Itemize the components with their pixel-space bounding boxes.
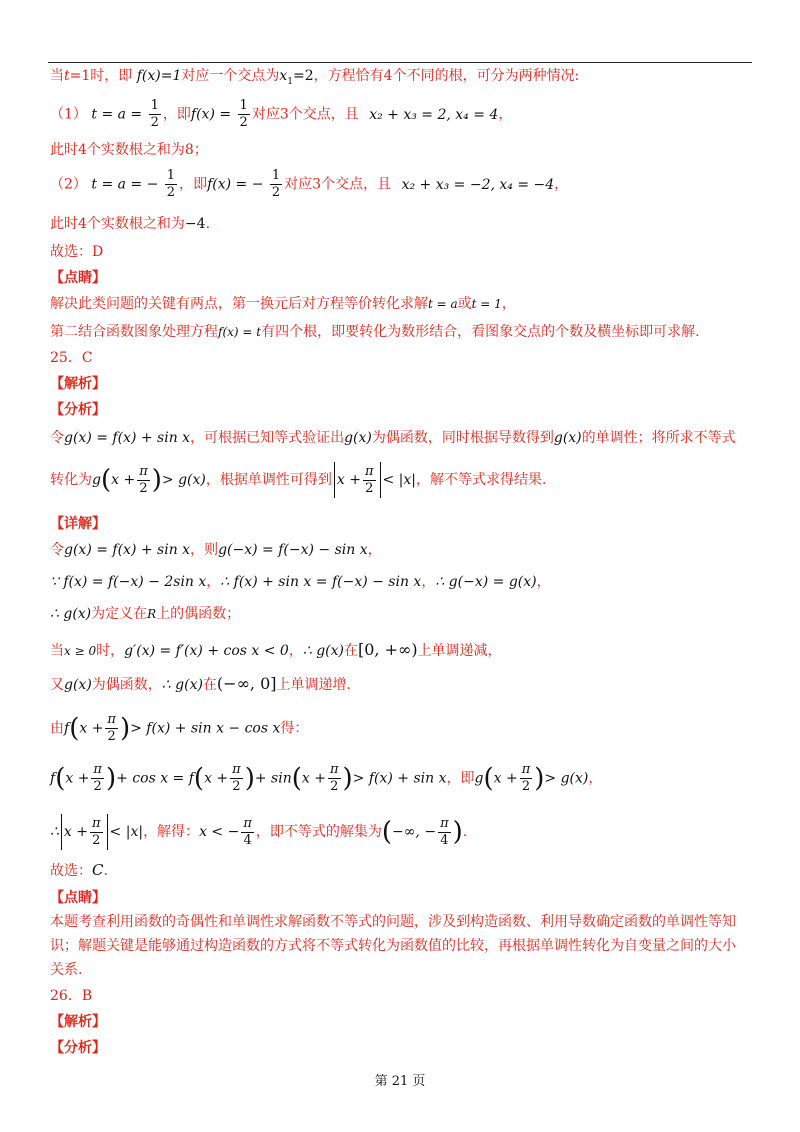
- fraction-num: π: [521, 762, 531, 777]
- text-line-1: [50, 66, 579, 92]
- math-expr: =2: [293, 68, 314, 84]
- text-line-5: [50, 214, 210, 234]
- math-expr: f(x) =: [190, 106, 232, 123]
- math-expr: x +: [65, 770, 90, 787]
- text-span: .: [103, 863, 108, 879]
- text-span: ，: [206, 574, 221, 590]
- text-line-28: 关系.: [50, 962, 83, 978]
- fraction: [90, 816, 103, 849]
- paren: (: [381, 817, 393, 847]
- text-line-23: [50, 814, 467, 850]
- text-span: 对应3个交点，且: [251, 106, 359, 123]
- text-span: （1）: [50, 106, 87, 123]
- paren: (: [69, 713, 80, 744]
- math-expr: x +: [336, 472, 361, 488]
- text-span: 为偶函数，同时根据导数得到: [371, 430, 554, 446]
- text-span: ，: [288, 643, 303, 659]
- text-span: 此时4个实数根之和为: [50, 216, 185, 232]
- math-expr: g: [92, 472, 101, 488]
- text-span: 上单调递减，: [417, 643, 502, 659]
- math-expr: (−∞, 0]: [216, 674, 277, 693]
- fraction-num: π: [93, 762, 102, 777]
- math-expr: t = a = −: [91, 176, 159, 193]
- answer-line: [50, 860, 108, 881]
- math-expr: g: [474, 770, 484, 787]
- fraction-den: 4: [440, 832, 449, 848]
- fraction-num: 1: [239, 98, 248, 113]
- math-expr: x < −: [199, 824, 240, 840]
- text-line-18: [50, 604, 240, 624]
- math-expr: > g(x): [544, 770, 589, 787]
- text-span: ，则: [190, 542, 219, 558]
- text-span: 有四个根，即要转化为数形结合，看图象交点的个数及横坐标即可求解.: [261, 324, 700, 340]
- fraction-num: 1: [150, 98, 159, 113]
- fraction-den: 2: [365, 480, 374, 496]
- text-span: 或: [457, 296, 472, 312]
- fraction: [270, 168, 282, 201]
- text-line-22: [50, 762, 602, 795]
- math-expr: x +: [493, 770, 518, 787]
- text-line-27: 识；解题关键是能够通过构造函数的方式将不等式转化为函数值的比较，再根据单调性转化为自变量之间的大小: [50, 938, 736, 954]
- fraction-num: π: [364, 463, 374, 479]
- text-span: （2）: [50, 176, 87, 193]
- fraction-den: 2: [150, 115, 159, 130]
- fraction-num: π: [107, 712, 116, 727]
- text-span: 对应3个交点，且: [284, 176, 392, 193]
- fraction-den: 2: [271, 185, 281, 200]
- text-span: ，解得：: [143, 824, 200, 840]
- abs-bar: [380, 462, 381, 498]
- text-line-16: [50, 540, 382, 560]
- text-line-3: 此时4个实数根之和为8；: [50, 142, 208, 158]
- math-expr: x +: [79, 720, 104, 737]
- text-span: =1时，即: [69, 68, 133, 84]
- fraction-num: π: [440, 815, 449, 831]
- text-span: ，: [501, 296, 516, 312]
- math-expr: f: [64, 720, 70, 737]
- text-span: 的单调性；将所求不等式: [581, 430, 736, 446]
- paren: ): [244, 763, 255, 794]
- text-line-9: [50, 322, 700, 342]
- section-heading-xiangjie: 【详解】: [50, 516, 106, 532]
- fraction-num: 1: [271, 168, 281, 183]
- math-expr: + cos x = f: [116, 770, 194, 787]
- math-expr: < |x|: [382, 472, 417, 488]
- math-expr: x +: [301, 770, 326, 787]
- text-span: ，即: [446, 770, 475, 787]
- fraction: [363, 464, 376, 497]
- math-expr: g(−x) = f(−x) − sin x: [218, 542, 368, 558]
- text-span: .: [205, 216, 211, 232]
- text-span: ，: [536, 574, 551, 590]
- paren: ): [105, 763, 117, 794]
- math-expr: g(x): [344, 430, 372, 446]
- math-expr: f: [50, 770, 56, 787]
- fraction: [230, 762, 243, 795]
- abs-bar: [107, 814, 108, 850]
- math-expr: > g(x): [161, 472, 206, 488]
- fraction: [165, 168, 177, 201]
- math-var-t: t: [64, 68, 70, 84]
- header-rule: [48, 62, 752, 63]
- paren: (: [483, 763, 494, 794]
- paren: ): [342, 763, 353, 794]
- fraction: [238, 98, 250, 131]
- math-expr: −∞, −: [392, 824, 437, 840]
- paren: ): [151, 465, 162, 495]
- text-span: 第二结合函数图象处理方程: [50, 324, 218, 340]
- math-expr: ∴ g(x): [161, 677, 203, 693]
- text-span: 对应一个交点为: [181, 68, 280, 84]
- text-span: 为定义在: [91, 606, 148, 622]
- text-span: 当: [50, 643, 64, 659]
- fraction-num: π: [243, 815, 252, 831]
- math-expr: g(x) = f(x) + sin x: [64, 430, 191, 446]
- paren: ): [452, 817, 463, 847]
- math-expr: x +: [111, 472, 136, 488]
- paren: ): [119, 713, 131, 744]
- text-line-19: [50, 640, 502, 661]
- paren: ): [534, 763, 545, 794]
- math-expr: [0, +∞): [357, 640, 418, 659]
- fraction-num: π: [139, 463, 148, 479]
- math-expr: ∴ f(x) + sin x = f(−x) − sin x: [220, 574, 422, 590]
- text-span: 上的偶函数；: [156, 606, 241, 622]
- text-span: ，: [421, 574, 436, 590]
- text-span: 当: [50, 68, 64, 84]
- section-heading-jiexi: 【解析】: [50, 376, 106, 392]
- fraction-den: 4: [243, 832, 252, 848]
- text-span: 时，: [96, 643, 125, 659]
- text-span: 令: [50, 430, 64, 446]
- fraction: [137, 464, 150, 497]
- text-span: ，可根据已知等式验证出: [190, 430, 345, 446]
- fraction-num: π: [232, 762, 241, 777]
- fraction-den: 2: [139, 480, 148, 496]
- text-span: 得：: [280, 720, 309, 737]
- math-expr: g(x): [64, 677, 92, 693]
- text-line-20: [50, 674, 351, 695]
- math-expr: t = a: [428, 297, 458, 311]
- text-line-4: [50, 168, 568, 201]
- fraction-num: π: [92, 815, 101, 831]
- fraction-den: 2: [92, 832, 101, 848]
- math-expr: f(x) = −: [207, 176, 264, 193]
- math-expr: g(x) = f(x) + sin x: [64, 542, 191, 558]
- math-expr: t = a =: [91, 106, 143, 123]
- text-span: ，即: [162, 106, 191, 123]
- text-line-14: [50, 462, 546, 498]
- text-span: ，即: [179, 176, 208, 193]
- text-span: ，: [588, 770, 603, 787]
- text-line-8: [50, 294, 516, 314]
- text-span: 在: [202, 677, 217, 693]
- text-line-21: [50, 712, 308, 745]
- fraction-den: 2: [330, 779, 339, 794]
- section-heading-dianjing: 【点睛】: [50, 890, 106, 906]
- paren: (: [55, 763, 66, 794]
- text-line-13: [50, 428, 736, 448]
- text-span: 在: [343, 643, 358, 659]
- text-span: 上单调递增.: [276, 677, 351, 693]
- text-line-26: 本题考查利用函数的奇偶性和单调性求解函数不等式的问题，涉及到构造函数、利用导数确定函数的单调性等知: [50, 914, 736, 930]
- question-number-26: 26．B: [50, 988, 93, 1004]
- paren: (: [291, 763, 302, 794]
- text-span: 解决此类问题的关键有两点，第一换元后对方程等价转化求解: [50, 296, 428, 312]
- text-span: 又: [50, 677, 64, 693]
- fraction: [149, 98, 161, 131]
- math-subscript: 1: [287, 76, 294, 87]
- text-span: ，解不等式求得结果.: [416, 472, 547, 488]
- text-span: 令: [50, 542, 64, 558]
- fraction-den: 2: [521, 779, 531, 794]
- math-expr: > f(x) + sin x − cos x: [130, 720, 281, 737]
- fraction-den: 2: [166, 185, 176, 200]
- text-span: 由: [50, 720, 64, 737]
- fraction: [438, 816, 451, 849]
- fraction: [91, 762, 104, 795]
- math-expr: g′(x) = f′(x) + cos x < 0: [124, 643, 289, 659]
- math-expr: ∴ g(−x) = g(x): [435, 574, 537, 590]
- text-line-2: [50, 98, 512, 131]
- section-heading-fenxi: 【分析】: [50, 1040, 106, 1056]
- math-expr: ∴: [50, 824, 59, 840]
- math-expr: > f(x) + sin x: [352, 770, 447, 787]
- math-expr: x₂ + x₃ = −2, x₄ = −4: [401, 176, 555, 193]
- math-expr: −4: [184, 216, 206, 232]
- math-expr: x₂ + x₃ = 2, x₄ = 4: [369, 106, 499, 123]
- text-span: 故选：: [50, 863, 92, 879]
- math-expr: x +: [204, 770, 229, 787]
- text-span: ，: [554, 176, 569, 193]
- math-expr: f(x)=1: [136, 68, 182, 84]
- fraction: [105, 712, 118, 745]
- text-span: .: [462, 824, 468, 840]
- text-span: ，根据单调性可得到: [205, 472, 332, 488]
- text-span: ，: [498, 106, 513, 123]
- answer-line: 故选：D: [50, 244, 104, 260]
- question-number-25: 25．C: [50, 350, 93, 366]
- math-expr: ∴ g(x): [302, 643, 344, 659]
- math-expr: ∴ g(x): [50, 606, 92, 622]
- fraction-num: π: [329, 762, 339, 777]
- section-heading-fenxi: 【分析】: [50, 402, 106, 418]
- paren: (: [100, 465, 112, 495]
- fraction: [520, 762, 533, 795]
- text-line-17: [50, 572, 551, 592]
- math-expr: x: [279, 68, 288, 84]
- text-span: 为偶函数，: [91, 677, 162, 693]
- text-span: ，方程恰有4个不同的根，可分为两种情况:: [313, 68, 580, 84]
- fraction-den: 2: [93, 779, 102, 794]
- text-span: 转化为: [50, 472, 92, 488]
- fraction-den: 2: [239, 115, 248, 130]
- abs-bar: [334, 462, 335, 498]
- math-expr: R: [147, 607, 157, 621]
- page-number: 第 21 页: [374, 1074, 426, 1089]
- math-expr: x +: [63, 824, 88, 840]
- section-heading-jiexi: 【解析】: [50, 1014, 106, 1030]
- math-expr: ∵ f(x) = f(−x) − 2sin x: [50, 574, 207, 590]
- math-expr: t = 1: [471, 297, 502, 311]
- math-expr: f(x) = t: [218, 325, 262, 339]
- math-expr: g(x): [553, 430, 582, 446]
- math-expr: < |x|: [109, 824, 144, 840]
- fraction-den: 2: [107, 729, 116, 744]
- fraction-num: 1: [166, 168, 176, 183]
- section-heading-dianjing: 【点睛】: [50, 270, 106, 286]
- text-span: ，即不等式的解集为: [255, 824, 382, 840]
- math-expr: C: [92, 861, 104, 879]
- abs-bar: [61, 814, 62, 850]
- math-expr: x ≥ 0: [64, 644, 97, 658]
- text-span: ，: [367, 542, 382, 558]
- fraction: [328, 762, 341, 795]
- fraction-den: 2: [232, 779, 241, 794]
- math-expr: + sin: [254, 770, 292, 787]
- paren: (: [193, 763, 205, 794]
- fraction: [241, 816, 254, 849]
